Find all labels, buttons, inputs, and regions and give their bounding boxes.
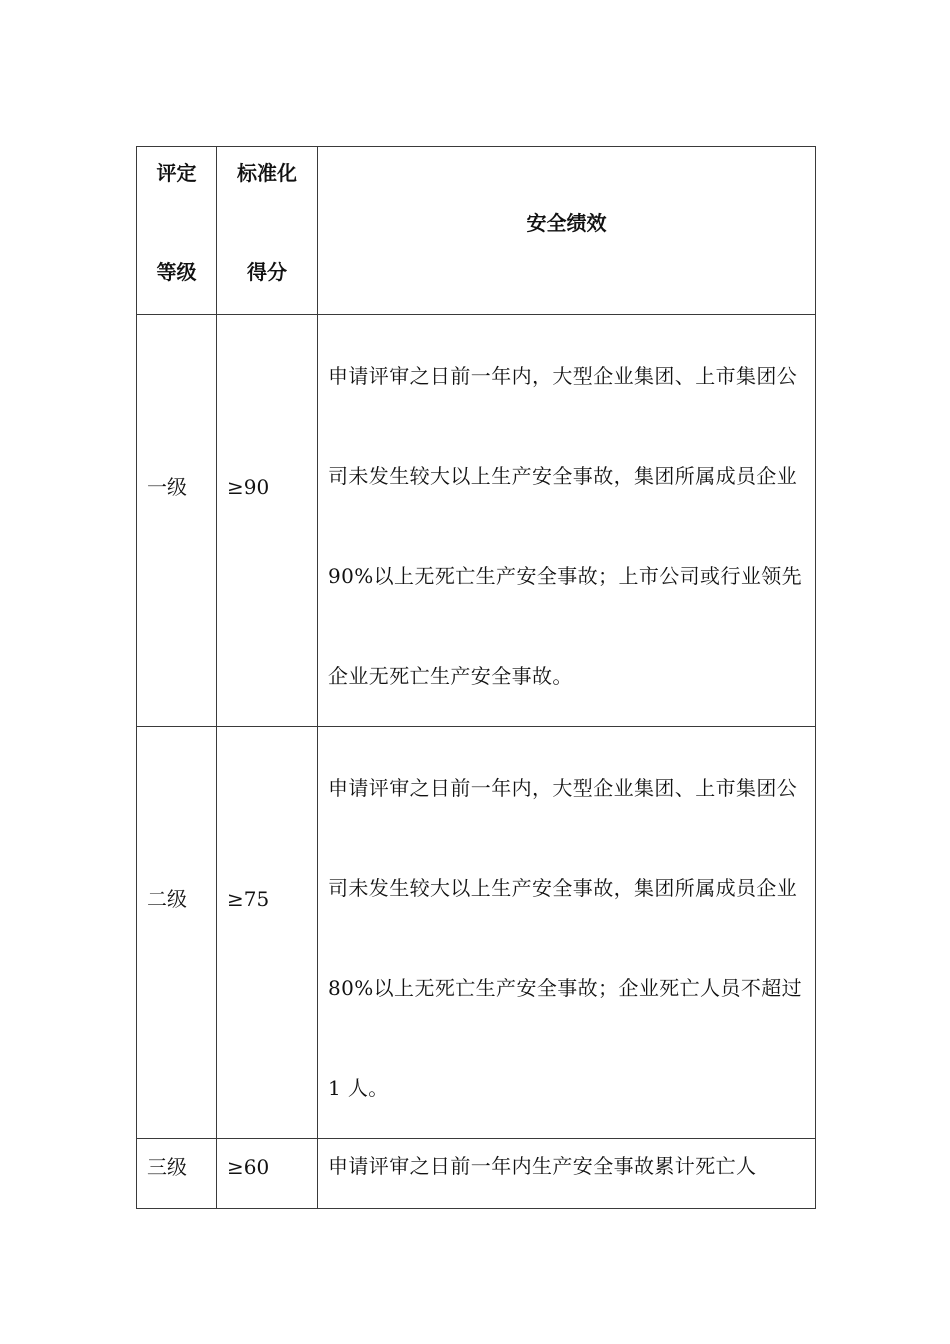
performance-text: 申请评审之日前一年内，大型企业集团、上市集团公司未发生较大以上生产安全事故，集团所属成员企业 80%以上无死亡生产安全事故；企业死亡人员不超过 1 人。	[328, 776, 803, 1100]
table-row	[137, 727, 816, 1139]
grade-value: 二级	[147, 887, 187, 911]
grade-cell	[137, 315, 217, 727]
header-grade-line2: 等级	[156, 260, 197, 284]
score-value: ≥75	[227, 887, 270, 911]
performance-text: 申请评审之日前一年内生产安全事故累计死亡人	[328, 1154, 757, 1178]
header-grade-cell	[137, 147, 217, 315]
table-header-row	[137, 147, 816, 315]
score-value: ≥60	[227, 1155, 270, 1179]
table-row	[137, 1139, 816, 1209]
table-row	[137, 315, 816, 727]
header-score-cell	[217, 147, 318, 315]
header-performance-cell	[318, 147, 816, 315]
grade-cell	[137, 727, 217, 1139]
grade-cell	[137, 1139, 217, 1209]
score-cell	[217, 1139, 318, 1209]
score-cell	[217, 727, 318, 1139]
performance-cell	[318, 727, 816, 1139]
header-score-line2: 得分	[247, 260, 287, 284]
grade-value: 三级	[147, 1155, 187, 1179]
safety-grading-table	[136, 146, 816, 1209]
performance-cell	[318, 315, 816, 727]
grade-value: 一级	[147, 475, 187, 499]
header-score-line1: 标准化	[237, 161, 297, 185]
performance-cell	[318, 1139, 816, 1209]
score-cell	[217, 315, 318, 727]
header-grade-line1: 评定	[156, 161, 197, 185]
score-value: ≥90	[227, 475, 270, 499]
header-performance: 安全绩效	[526, 211, 607, 235]
performance-text: 申请评审之日前一年内，大型企业集团、上市集团公司未发生较大以上生产安全事故，集团所属成员企业 90%以上无死亡生产安全事故；上市公司或行业领先企业无死亡生产安全事故。	[328, 364, 803, 688]
